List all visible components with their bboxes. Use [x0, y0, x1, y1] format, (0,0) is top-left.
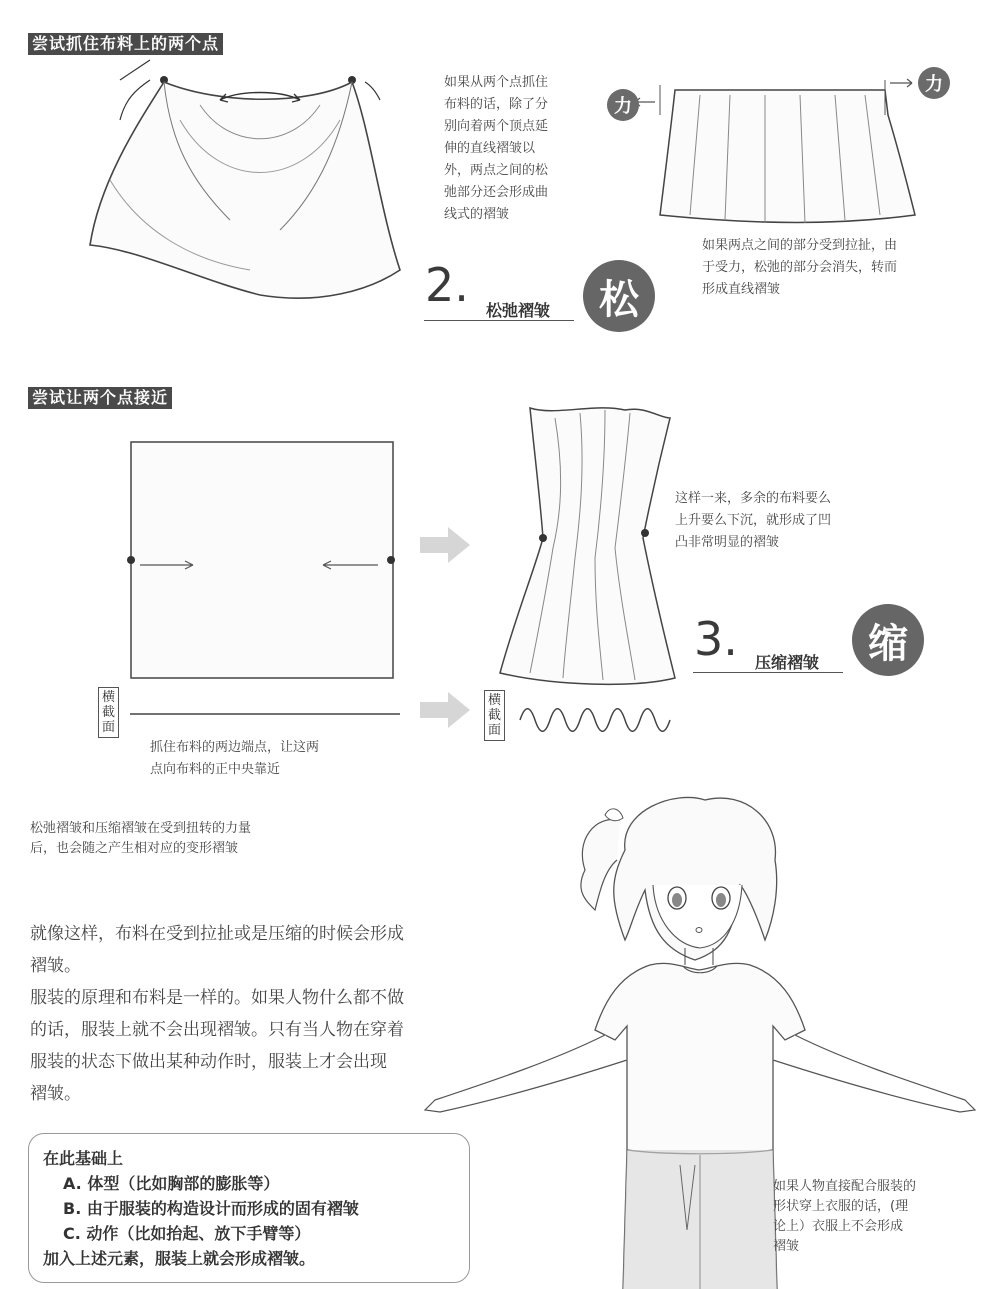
pulled-cloth-illustration: [640, 75, 920, 235]
gray-arrow-bottom: [420, 690, 472, 730]
compress-badge: 缩: [852, 604, 924, 676]
section-heading-grab-two-points: 尝试抓住布料上的两个点: [28, 33, 223, 55]
compression-wrinkle-title: 压缩褶皱: [755, 653, 820, 672]
summary-line-b: B. 由于服装的构造设计而形成的固有褶皱: [63, 1199, 359, 1218]
main-body-paragraph: 就像这样，布料在受到拉扯或是压缩的时候会形成 褶皱。 服装的原理和布料是一样的。如果人物什么都不做 的话，服装上就不会出现褶皱。只有当人物在穿着 服装的状态下做出某种动作时，服装上才会出现 褶皱。: [30, 924, 404, 1104]
compressed-cross-section-line: [515, 700, 675, 740]
twist-note: 松弛褶皱和压缩褶皱在受到扭转的力量 后，也会随之产生相对应的变形褶皱: [30, 821, 252, 856]
slack-note-right: 如果两点之间的部分受到拉扯，由 于受力，松弛的部分会消失，转而 形成直线褶皱: [702, 238, 898, 297]
compress-note-right: 这样一来，多余的布料要么 上升要么下沉，就形成了凹 凸非常明显的褶皱: [675, 491, 832, 550]
slack-badge: 松: [583, 260, 655, 332]
title-underline: [693, 672, 843, 673]
summary-line-intro: 在此基础上: [43, 1149, 124, 1168]
summary-line-a: A. 体型（比如胸部的膨胀等）: [63, 1174, 280, 1193]
closer-note-bottom: 抓住布料的两边端点，让这两 点向布料的正中央靠近: [150, 740, 320, 777]
slack-note-left: 如果从两个点抓住 布料的话，除了分 别向着两个顶点延 伸的直线褶皱以 外，两点之间的松 弛部分还会形成曲 线式的褶皱: [444, 75, 549, 222]
hanging-cloth-illustration: [80, 60, 440, 320]
slack-wrinkle-title: 松弛褶皱: [486, 301, 551, 320]
figure-note: 如果人物直接配合服装的 形状穿上衣服的话，(理 论上）衣服上不会形成 褶皱: [773, 1179, 917, 1254]
section-number-2: 2.: [425, 258, 469, 312]
cross-section-label-left: 横截面: [98, 687, 119, 738]
gray-arrow-top: [420, 525, 472, 565]
summary-line-c: C. 动作（比如抬起、放下手臂等）: [63, 1224, 311, 1243]
flat-cross-section-line: [130, 710, 400, 720]
title-underline: [424, 320, 574, 321]
flat-cloth-illustration: [128, 440, 398, 685]
cross-section-label-right: 横截面: [484, 690, 505, 741]
section-number-3: 3.: [694, 612, 738, 666]
force-badge-left: 力: [607, 89, 639, 121]
summary-line-conclusion: 加入上述元素，服装上就会形成褶皱。: [43, 1249, 316, 1268]
compressed-cloth-illustration: [495, 398, 680, 688]
section-heading-bring-points-closer: 尝试让两个点接近: [28, 387, 172, 409]
force-badge-right: 力: [918, 67, 950, 99]
